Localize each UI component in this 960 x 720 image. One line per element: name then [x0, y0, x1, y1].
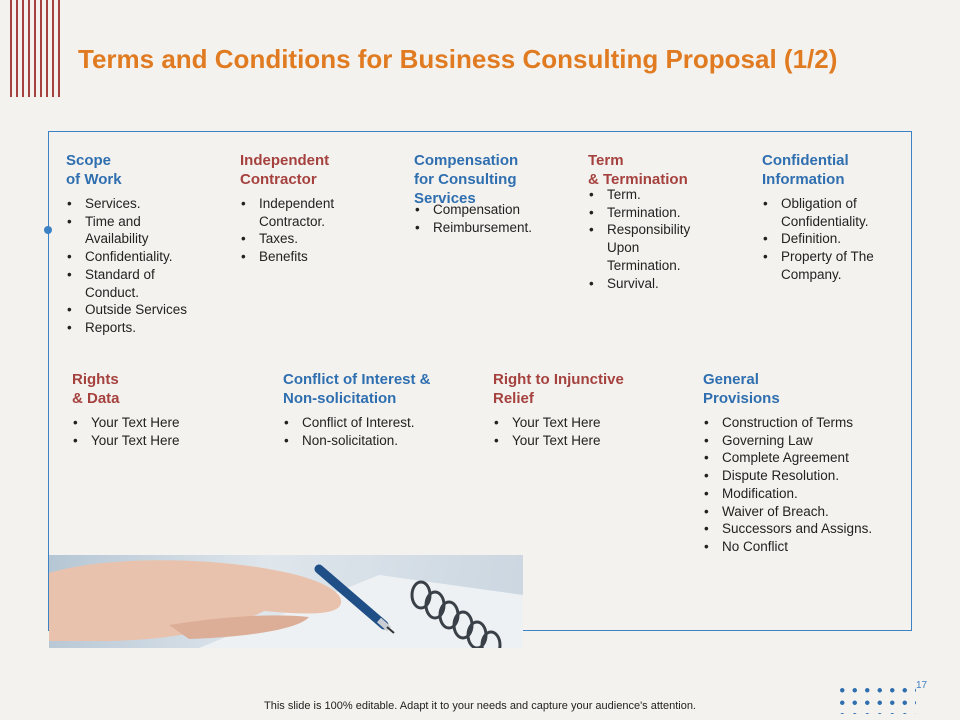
section-term-termination [588, 151, 708, 292]
section-independent-contractor [240, 151, 355, 266]
list-item: • Reimbursement. [414, 219, 564, 237]
list-item: • Your Text Here [72, 432, 222, 450]
section-compensation [414, 151, 564, 236]
list-item: • Compensation [414, 201, 564, 219]
list-item: • Complete Agreement [703, 449, 903, 467]
list-item: • Independent Contractor. [240, 195, 355, 230]
decorative-stripes [10, 0, 62, 97]
list-item: • Outside Services [66, 301, 216, 319]
section-heading: Rights & Data [72, 371, 120, 407]
list-item: • Survival. [588, 275, 708, 293]
section-heading: Independent Contractor [240, 152, 330, 188]
list-item: • Responsibility Upon Termination. [588, 221, 702, 274]
list-item: • Obligation of Confidentiality. [762, 195, 891, 230]
list-item: • Services. [66, 195, 216, 213]
list-item: • Non-solicitation. [283, 432, 473, 450]
list-item: • Your Text Here [493, 414, 663, 432]
list-item: • Modification. [703, 485, 903, 503]
list-item: • Benefits [240, 248, 355, 266]
frame-dot [44, 226, 52, 234]
list-item: • Definition. [762, 230, 897, 248]
list-item: • Conflict of Interest. [283, 414, 473, 432]
list-item: • Your Text Here [493, 432, 663, 450]
section-injunctive-relief [493, 370, 663, 449]
list-item: • Your Text Here [72, 414, 222, 432]
slide-title: Terms and Conditions for Business Consulting Proposal (1/2) [78, 44, 838, 74]
list-item: • Successors and Assigns. [703, 520, 903, 538]
section-general-provisions [703, 370, 903, 556]
section-conflict-of-interest [283, 370, 473, 449]
list-item: • Dispute Resolution. [703, 467, 903, 485]
list-item: • Property of The Company. [762, 248, 891, 283]
list-item: • Reports. [66, 319, 216, 337]
list-item: • Term. [588, 186, 708, 204]
list-item: • Time and Availability [66, 213, 175, 248]
section-heading: Term & Termination [588, 152, 688, 188]
list-item: • Standard of Conduct. [66, 266, 185, 301]
section-heading: General Provisions [703, 371, 780, 407]
section-heading: Scope of Work [66, 152, 122, 188]
section-heading: Conflict of Interest & Non-solicitation [283, 371, 431, 407]
page-number: 17 [916, 680, 928, 691]
list-item: • Construction of Terms [703, 414, 903, 432]
list-item: • Taxes. [240, 230, 355, 248]
list-item: • Termination. [588, 204, 708, 222]
section-heading: Right to Injunctive Relief [493, 371, 624, 407]
section-rights-data [72, 370, 222, 449]
section-scope-of-work [66, 151, 216, 337]
section-confidential-information [762, 151, 897, 284]
list-item: • Waiver of Breach. [703, 503, 903, 521]
section-heading: Confidential Information [762, 152, 849, 188]
list-item: • Governing Law [703, 432, 903, 450]
list-item: • No Conflict [703, 538, 903, 556]
list-item: • Confidentiality. [66, 248, 216, 266]
section-heading: Compensation for Consulting Services [414, 152, 519, 207]
footer-note: This slide is 100% editable. Adapt it to your needs and capture your audience's attention. [264, 700, 696, 712]
writing-hand-photo [49, 555, 523, 648]
